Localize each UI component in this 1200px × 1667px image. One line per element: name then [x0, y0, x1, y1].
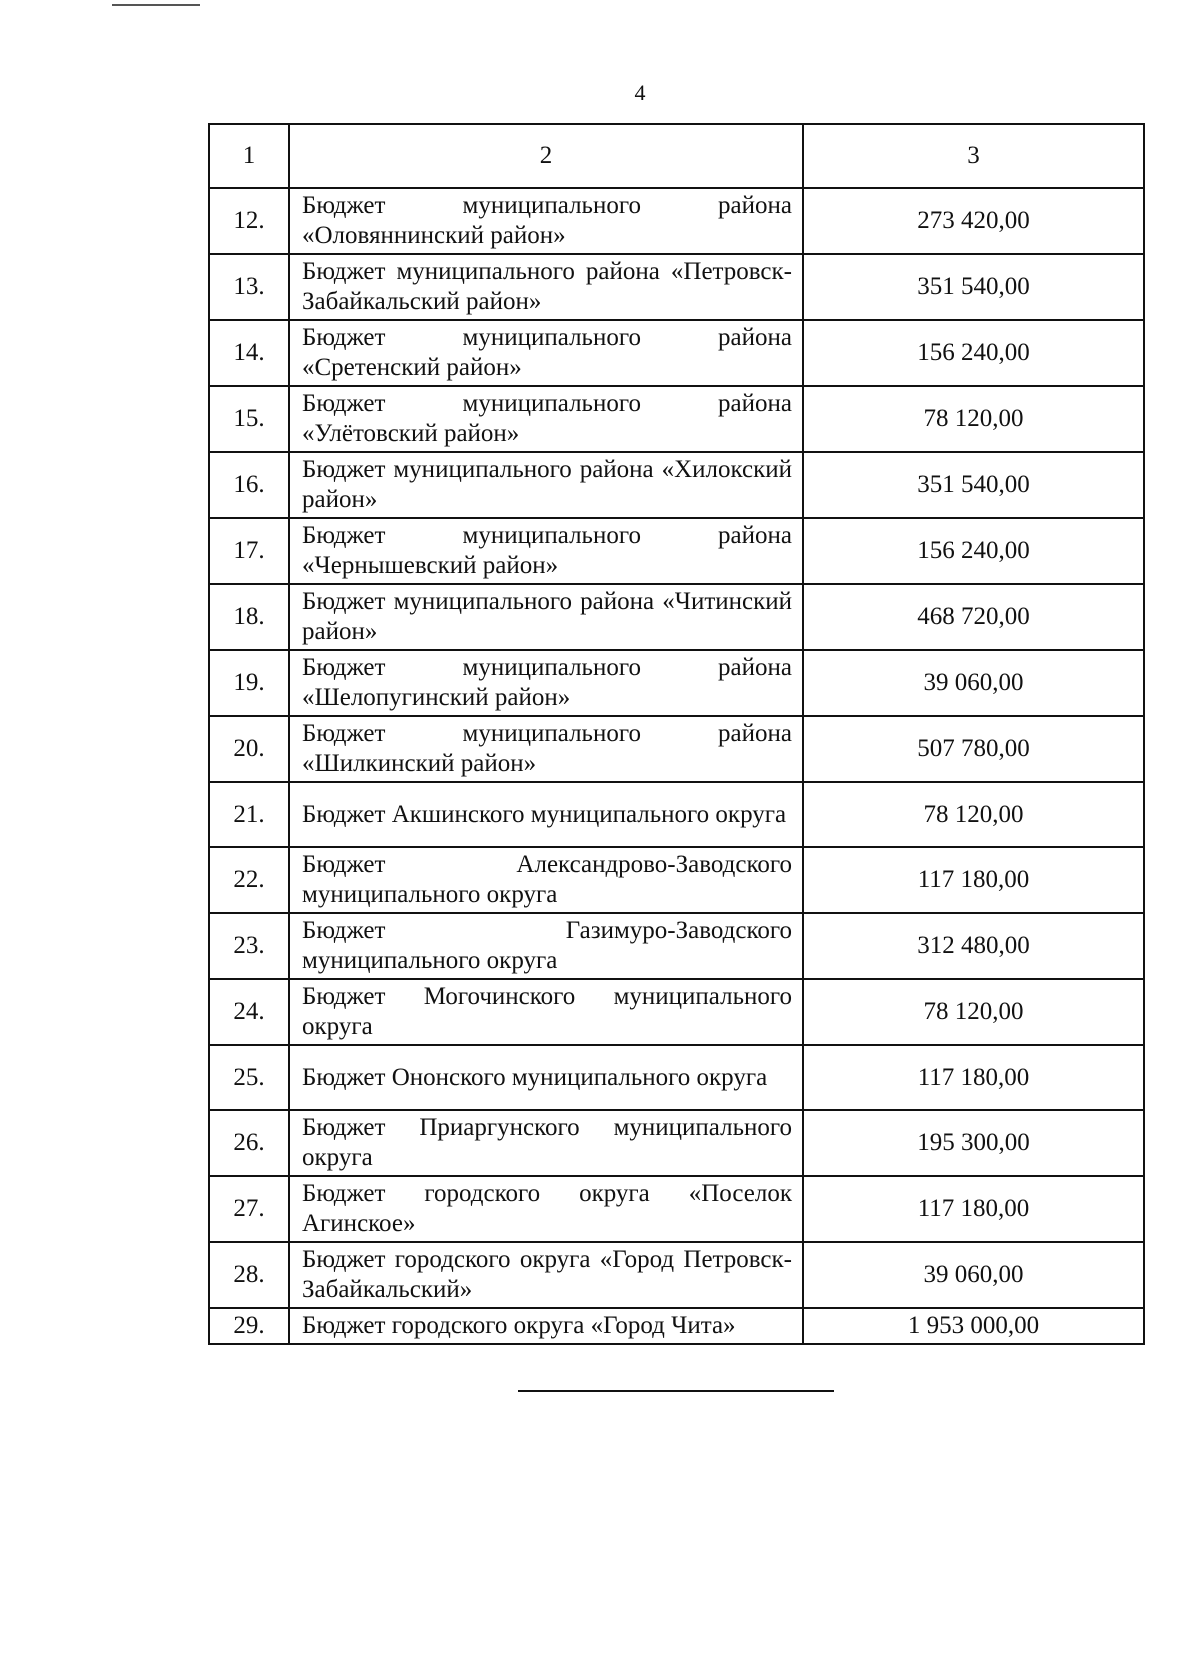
budget-amount: 117 180,00 [803, 847, 1144, 913]
table-row [209, 979, 1144, 1045]
budget-name: Бюджет муниципального района «Шилкинский район» [289, 716, 803, 782]
table-row [209, 386, 1144, 452]
row-number: 28. [209, 1242, 289, 1308]
budget-amount: 351 540,00 [803, 254, 1144, 320]
table-row [209, 188, 1144, 254]
budget-name: Бюджет муниципального района «Чернышевский район» [289, 518, 803, 584]
budget-name: Бюджет муниципального района «Читинский район» [289, 584, 803, 650]
budget-amount: 156 240,00 [803, 320, 1144, 386]
row-number: 25. [209, 1045, 289, 1110]
row-number: 16. [209, 452, 289, 518]
budget-name: Бюджет муниципального района «Хилокский район» [289, 452, 803, 518]
budget-amount: 78 120,00 [803, 386, 1144, 452]
budget-name: Бюджет муниципального района «Сретенский район» [289, 320, 803, 386]
row-number: 24. [209, 979, 289, 1045]
budget-name: Бюджет муниципального района «Улётовский район» [289, 386, 803, 452]
row-number: 20. [209, 716, 289, 782]
table-row [209, 716, 1144, 782]
budget-name: Бюджет Приаргунского муниципального округа [289, 1110, 803, 1176]
row-number: 22. [209, 847, 289, 913]
budget-name: Бюджет Могочинского муниципального округа [289, 979, 803, 1045]
row-number: 15. [209, 386, 289, 452]
budget-name: Бюджет городского округа «Поселок Агинское» [289, 1176, 803, 1242]
budget-name: Бюджет Александрово-Заводского муниципального округа [289, 847, 803, 913]
table-row [209, 1308, 1144, 1344]
budget-amount: 156 240,00 [803, 518, 1144, 584]
row-number: 19. [209, 650, 289, 716]
budget-amount: 78 120,00 [803, 979, 1144, 1045]
row-number: 27. [209, 1176, 289, 1242]
budget-amount: 1 953 000,00 [803, 1308, 1144, 1344]
row-number: 18. [209, 584, 289, 650]
row-number: 23. [209, 913, 289, 979]
budget-name: Бюджет Ононского муниципального округа [289, 1045, 803, 1110]
budget-name: Бюджет муниципального района «Оловяннинский район» [289, 188, 803, 254]
budget-name: Бюджет городского округа «Город Петровск-Забайкальский» [289, 1242, 803, 1308]
budget-allocation-table [208, 123, 1145, 1345]
table-row [209, 1176, 1144, 1242]
column-header-number: 1 [209, 124, 289, 188]
top-edge-rule [112, 4, 200, 6]
table-row [209, 650, 1144, 716]
budget-amount: 507 780,00 [803, 716, 1144, 782]
table-row [209, 1242, 1144, 1308]
table-row [209, 254, 1144, 320]
table-row [209, 782, 1144, 847]
budget-name: Бюджет муниципального района «Петровск-Забайкальский район» [289, 254, 803, 320]
table-row [209, 320, 1144, 386]
column-header-name: 2 [289, 124, 803, 188]
row-number: 17. [209, 518, 289, 584]
budget-amount: 273 420,00 [803, 188, 1144, 254]
budget-amount: 78 120,00 [803, 782, 1144, 847]
page-number: 4 [634, 80, 646, 105]
budget-name: Бюджет Газимуро-Заводского муниципального округа [289, 913, 803, 979]
table-row [209, 518, 1144, 584]
table-row [209, 1045, 1144, 1110]
table-row [209, 847, 1144, 913]
row-number: 12. [209, 188, 289, 254]
budget-name: Бюджет Акшинского муниципального округа [289, 782, 803, 847]
row-number: 14. [209, 320, 289, 386]
budget-name: Бюджет муниципального района «Шелопугинский район» [289, 650, 803, 716]
table-row [209, 913, 1144, 979]
budget-amount: 351 540,00 [803, 452, 1144, 518]
budget-amount: 468 720,00 [803, 584, 1144, 650]
budget-amount: 312 480,00 [803, 913, 1144, 979]
budget-amount: 195 300,00 [803, 1110, 1144, 1176]
row-number: 29. [209, 1308, 289, 1344]
table-row [209, 584, 1144, 650]
table-row [209, 452, 1144, 518]
table-header-row [209, 124, 1144, 188]
budget-name: Бюджет городского округа «Город Чита» [289, 1308, 803, 1344]
table-row [209, 1110, 1144, 1176]
budget-amount: 117 180,00 [803, 1176, 1144, 1242]
row-number: 26. [209, 1110, 289, 1176]
row-number: 21. [209, 782, 289, 847]
row-number: 13. [209, 254, 289, 320]
column-header-amount: 3 [803, 124, 1144, 188]
budget-amount: 39 060,00 [803, 650, 1144, 716]
budget-amount: 39 060,00 [803, 1242, 1144, 1308]
budget-amount: 117 180,00 [803, 1045, 1144, 1110]
closing-rule [518, 1390, 834, 1392]
